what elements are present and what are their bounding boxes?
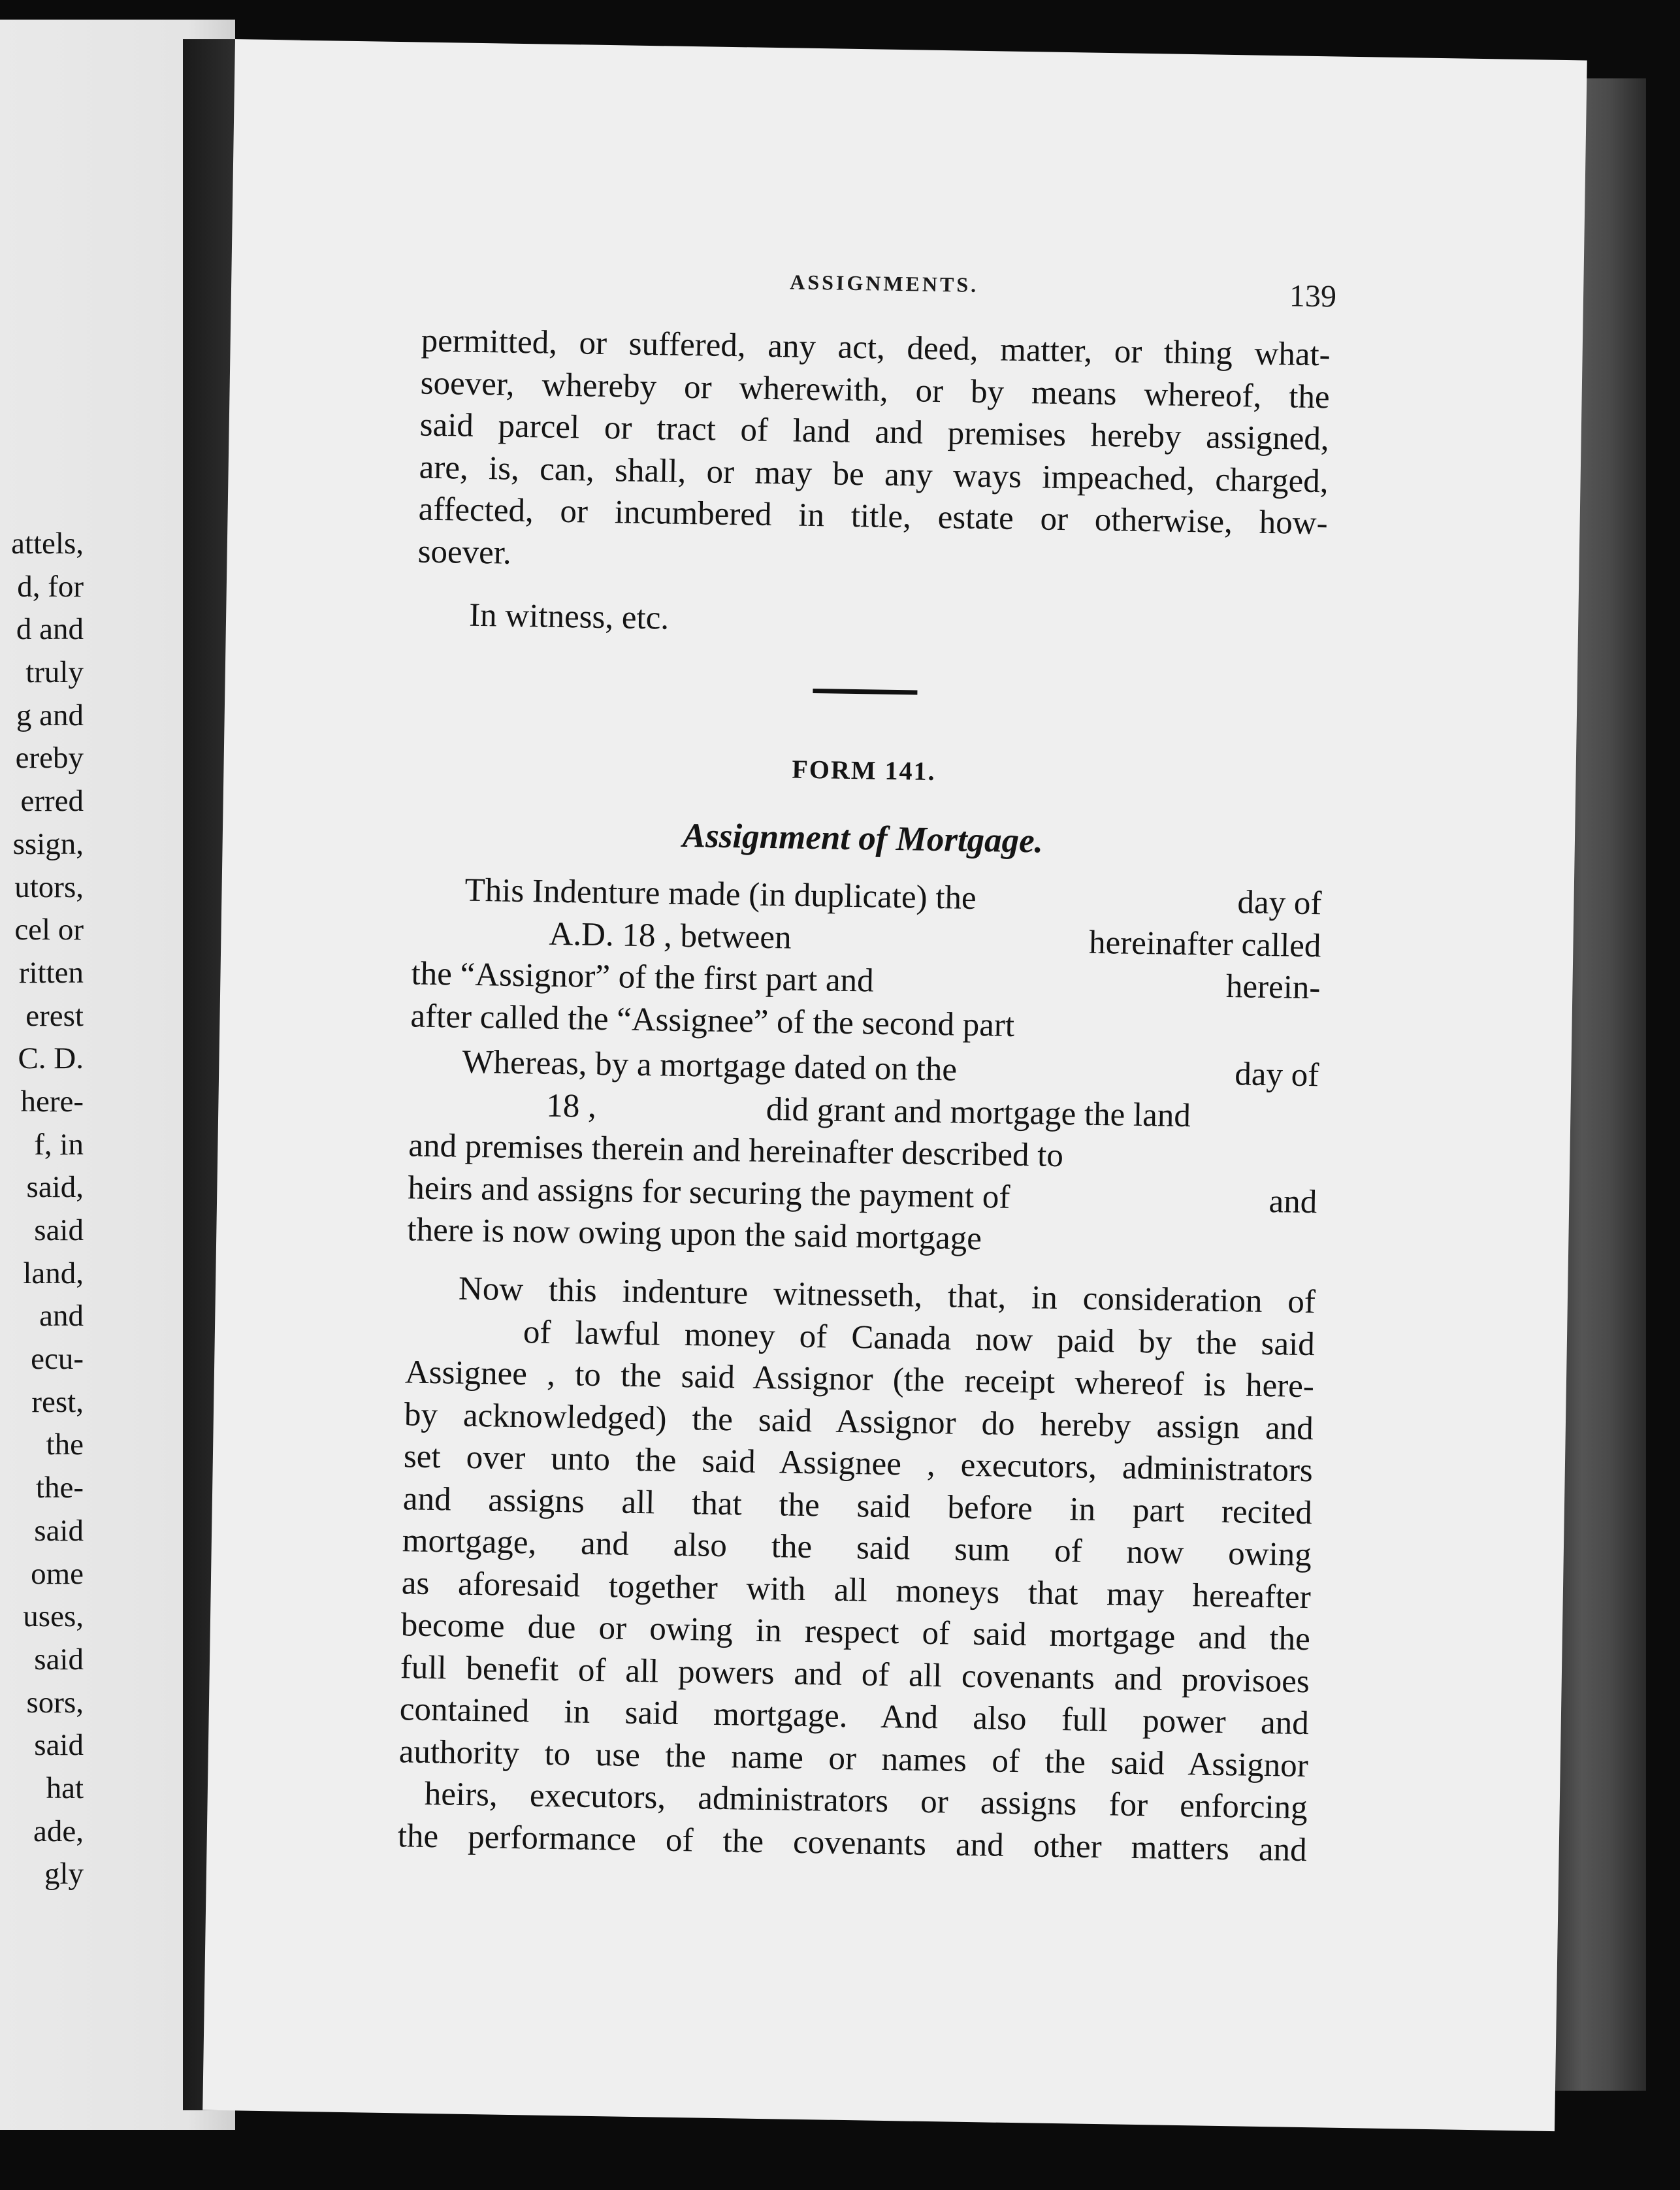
line-end bbox=[1319, 1009, 1320, 1051]
left-page-line: and bbox=[39, 1299, 84, 1333]
line-end: hereinafter called bbox=[1088, 924, 1321, 964]
text-line: by acknowledged) the said Assignor do hereby assign and bbox=[404, 1396, 1314, 1447]
left-page-line: said bbox=[34, 1513, 84, 1548]
line-end: day of bbox=[1237, 884, 1322, 923]
text-line: and assigns all that the said before in part recited bbox=[402, 1480, 1313, 1531]
left-page-line: the bbox=[46, 1428, 84, 1462]
section-divider bbox=[813, 689, 917, 695]
text-line: authority to use the name or names of the said Assignor bbox=[398, 1733, 1309, 1784]
left-page-line: sors, bbox=[26, 1685, 84, 1720]
line-start: and premises therein and hereinafter described to bbox=[408, 1127, 1064, 1175]
text-line: as aforesaid together with all moneys that may hereafter bbox=[401, 1564, 1312, 1616]
form-heading: FORM 141. bbox=[792, 754, 936, 786]
paragraph-indenture bbox=[410, 868, 1322, 1051]
left-page-line: d and bbox=[16, 612, 84, 647]
line-end: day of bbox=[1234, 1056, 1319, 1094]
left-page-line: gly bbox=[44, 1857, 84, 1891]
left-page-line: ade, bbox=[33, 1814, 84, 1848]
paragraph-continued bbox=[417, 320, 1331, 587]
line-start: there is now owing upon the said mortgage bbox=[406, 1211, 982, 1258]
left-page-line: hat bbox=[46, 1771, 84, 1805]
line-end bbox=[1316, 1223, 1317, 1265]
text-line: contained in said mortgage. And also full power and bbox=[399, 1691, 1310, 1742]
text-line: said parcel or tract of land and premises hereby assigned, bbox=[419, 406, 1330, 458]
line-end bbox=[1317, 1139, 1318, 1181]
left-page-line: truly bbox=[25, 655, 84, 690]
left-page-line: said bbox=[34, 1642, 84, 1676]
text-line: set over unto the said Assignee , executors, administrators bbox=[403, 1438, 1314, 1490]
line-end: and bbox=[1268, 1183, 1317, 1220]
line-start: heirs and assigns for securing the payment of bbox=[407, 1169, 1010, 1216]
text-line: permitted, or suffered, any act, deed, matter, or thing what- bbox=[421, 322, 1331, 374]
running-head: ASSIGNMENTS. bbox=[789, 270, 979, 297]
left-page-text bbox=[0, 523, 84, 1896]
text-line: soever, whereby or wherewith, or by means whereof, the bbox=[420, 365, 1331, 416]
left-page-line: g and bbox=[16, 698, 84, 732]
text-line: heirs, executors, administrators or assigns for enforcing bbox=[424, 1775, 1308, 1827]
left-page-line: erest bbox=[25, 998, 84, 1033]
left-page-line: land, bbox=[23, 1256, 84, 1290]
left-page-line: d, for bbox=[17, 569, 84, 604]
left-page-line: f, in bbox=[34, 1127, 84, 1162]
text-line: mortgage, and also the said sum of now owing bbox=[402, 1522, 1312, 1574]
witness-clause: In witness, etc. bbox=[468, 597, 670, 637]
left-page-line: ssign, bbox=[12, 826, 84, 861]
left-page-line: said bbox=[34, 1213, 84, 1247]
page-number: 139 bbox=[1289, 278, 1337, 314]
text-line: are, is, can, shall, or may be any ways impeached, charged, bbox=[419, 449, 1329, 500]
left-page-line: said, bbox=[26, 1170, 84, 1205]
left-page-line: here- bbox=[20, 1084, 84, 1119]
text-line: full benefit of all powers and of all covenants and provisoes bbox=[400, 1648, 1310, 1700]
left-page-line: C. D. bbox=[18, 1041, 84, 1076]
text-line: become due or owing in respect of said mortgage and the bbox=[400, 1607, 1311, 1658]
left-page-line: erred bbox=[20, 784, 84, 819]
paragraph-whereas bbox=[407, 1040, 1319, 1265]
form-title: Assignment of Mortgage. bbox=[682, 816, 1044, 860]
text-line: soever. bbox=[417, 532, 512, 572]
left-page-line: uses, bbox=[23, 1599, 84, 1634]
line-start: the “Assignor” of the first part and bbox=[411, 955, 875, 1000]
text-line: of lawful money of Canada now paid by the said bbox=[523, 1313, 1316, 1363]
left-page-line: ritten bbox=[18, 955, 84, 990]
line-start: after called the “Assignee” of the second part bbox=[410, 997, 1015, 1044]
text-line: the performance of the covenants and other matters and bbox=[397, 1817, 1308, 1869]
line-end: did grant and mortgage the land bbox=[766, 1090, 1191, 1134]
line-start: 18 , bbox=[545, 1087, 597, 1125]
text-line: affected, or incumbered in title, estate or otherwise, how- bbox=[418, 491, 1329, 542]
line-start: This Indenture made (in duplicate) the bbox=[464, 872, 977, 917]
left-page-line: cel or bbox=[14, 913, 84, 947]
text-line: Assignee , to the said Assignor (the receipt whereof is here- bbox=[404, 1354, 1315, 1405]
line-start: A.D. 18 , between bbox=[549, 915, 792, 956]
left-page-line: said bbox=[34, 1728, 84, 1763]
left-page-line: ecu- bbox=[31, 1342, 84, 1377]
left-page-line: rest, bbox=[31, 1384, 84, 1419]
text-line: Now this indenture witnesseth, that, in consideration of bbox=[458, 1270, 1316, 1321]
left-page-line: the- bbox=[35, 1471, 84, 1505]
book-page bbox=[202, 39, 1587, 2131]
paragraph-witnesseth bbox=[397, 1267, 1316, 1871]
left-page-line: attels, bbox=[11, 527, 84, 561]
left-page-line: ereby bbox=[15, 741, 84, 776]
line-end: herein- bbox=[1225, 968, 1321, 1007]
left-page-line: utors, bbox=[14, 870, 84, 904]
line-start: Whereas, by a mortgage dated on the bbox=[462, 1043, 958, 1088]
left-page-line: ome bbox=[31, 1556, 84, 1591]
